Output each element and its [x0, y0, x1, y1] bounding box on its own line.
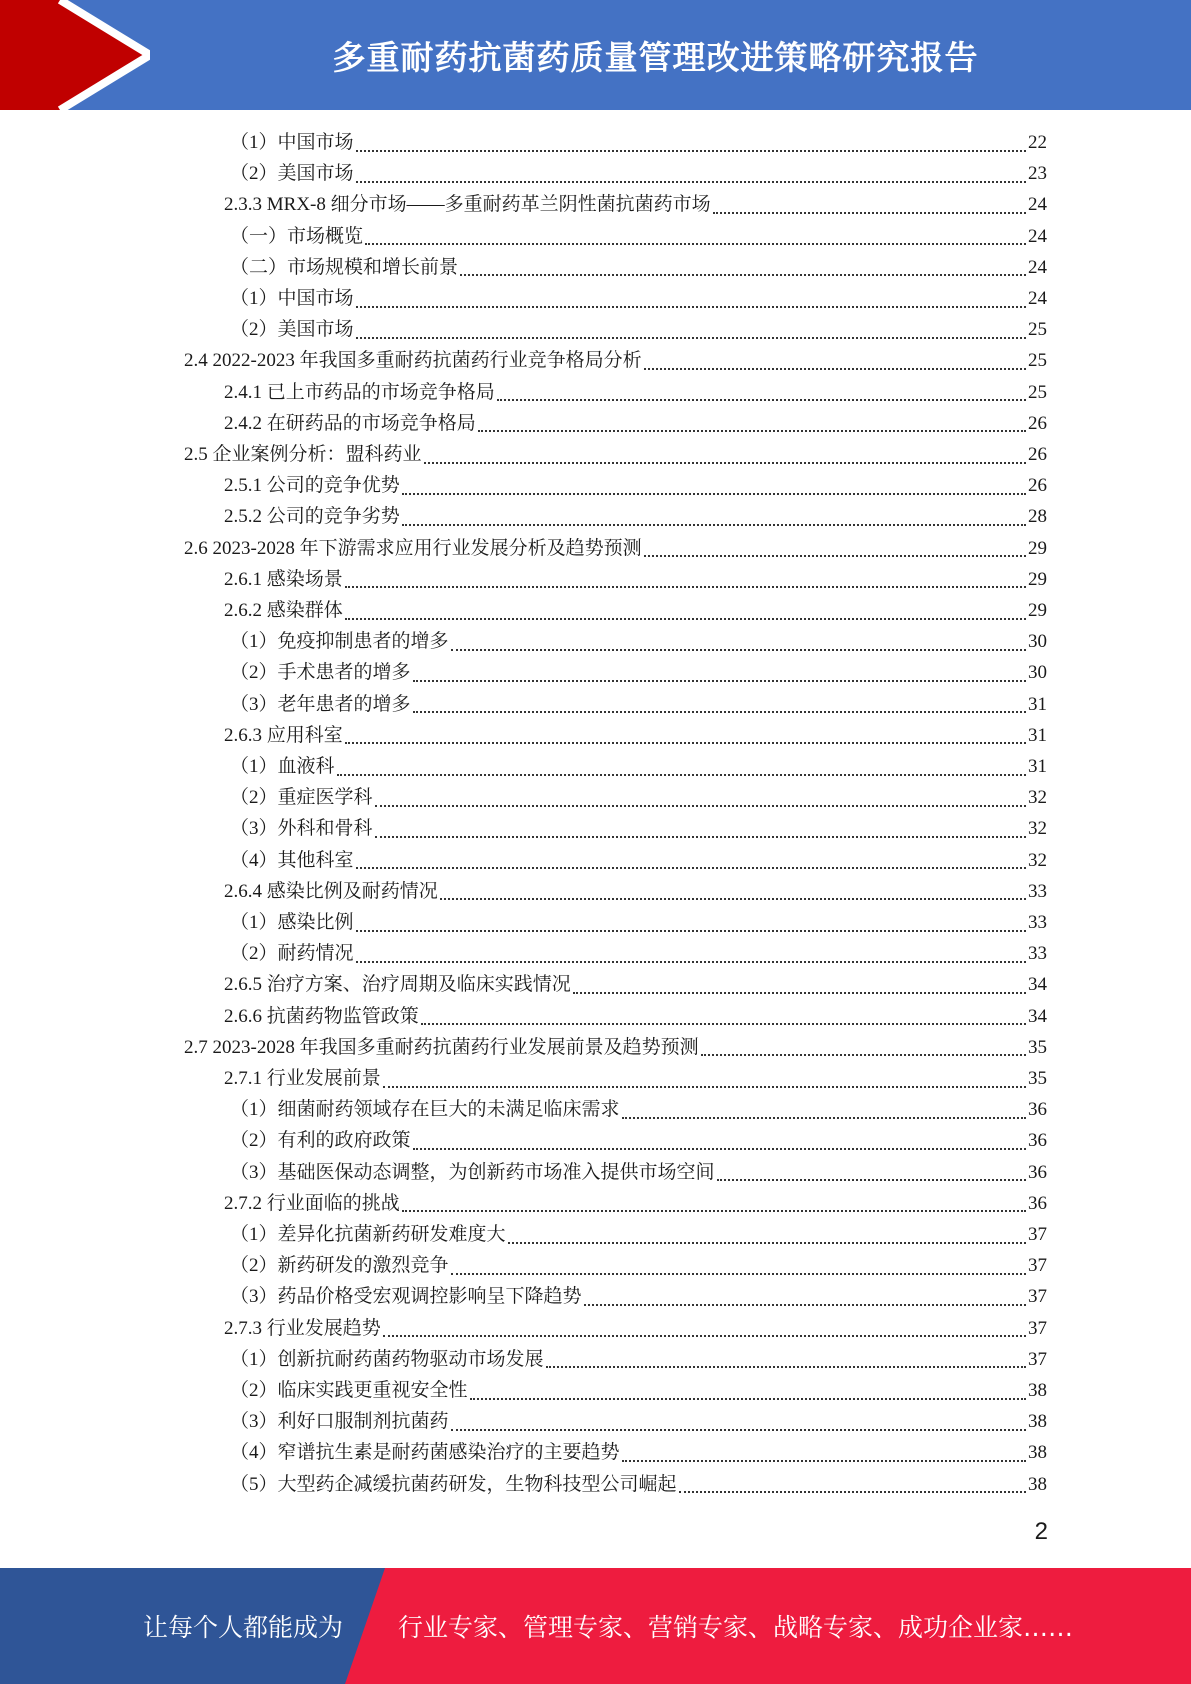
toc-entry-page: 33	[1028, 912, 1047, 933]
toc-dot-leader	[478, 430, 1026, 432]
toc-entry-title: 2.7.1 行业发展前景	[224, 1068, 381, 1089]
toc-entry-title: 2.5.1 公司的竞争优势	[224, 475, 400, 497]
document-title: 多重耐药抗菌药质量管理改进策略研究报告	[332, 37, 979, 77]
toc-entry-title: 2.6.6 抗菌药物监管政策	[224, 1005, 419, 1027]
toc-dot-leader	[497, 399, 1026, 401]
toc-entry-page: 28	[1028, 506, 1047, 528]
toc-entry-title: 2.6.2 感染群体	[224, 600, 343, 621]
toc-entry-page: 29	[1028, 537, 1047, 559]
toc-entry[interactable]	[224, 1063, 1047, 1094]
toc-dot-leader	[356, 306, 1026, 308]
toc-dot-leader	[451, 1273, 1026, 1275]
toc-entry-title: 2.6.4 感染比例及耐药情况	[224, 880, 438, 902]
toc-entry-page: 25	[1028, 319, 1047, 341]
toc-entry[interactable]	[224, 595, 1047, 626]
toc-entry-title: （1）感染比例	[230, 912, 354, 933]
toc-entry[interactable]	[230, 1219, 1047, 1250]
toc-entry[interactable]	[224, 470, 1047, 501]
toc-entry[interactable]	[224, 501, 1047, 532]
toc-entry[interactable]	[224, 1188, 1047, 1219]
toc-entry[interactable]	[230, 283, 1047, 314]
toc-entry-page: 24	[1028, 288, 1047, 309]
toc-entry-page: 26	[1028, 412, 1047, 434]
toc-entry-page: 29	[1028, 568, 1047, 590]
toc-dot-leader	[356, 181, 1026, 183]
toc-entry-title: （4）其他科室	[230, 849, 354, 871]
toc-dot-leader	[413, 680, 1026, 682]
toc-entry-title: 2.5 企业案例分析：盟科药业	[184, 444, 422, 465]
toc-entry-title: （2）新药研发的激烈竞争	[230, 1255, 449, 1277]
toc-dot-leader	[356, 930, 1026, 932]
toc-entry[interactable]	[230, 1094, 1047, 1125]
toc-entry-page: 25	[1028, 350, 1047, 372]
toc-entry[interactable]	[224, 377, 1047, 408]
toc-dot-leader	[451, 1429, 1026, 1431]
toc-dot-leader	[701, 1054, 1026, 1056]
toc-entry[interactable]	[230, 1469, 1047, 1500]
page-footer	[0, 1568, 1191, 1684]
toc-entry[interactable]	[230, 158, 1047, 189]
toc-entry-title: （3）老年患者的增多	[230, 693, 411, 715]
toc-entry[interactable]	[230, 1406, 1047, 1437]
toc-entry[interactable]	[224, 1001, 1047, 1032]
toc-entry[interactable]	[184, 1032, 1047, 1063]
toc-entry-page: 24	[1028, 256, 1047, 278]
toc-entry[interactable]	[230, 751, 1047, 782]
toc-dot-leader	[337, 774, 1026, 776]
toc-dot-leader	[717, 1179, 1026, 1181]
toc-entry-page: 36	[1028, 1192, 1047, 1214]
toc-entry-title: 2.4.2 在研药品的市场竞争格局	[224, 412, 476, 434]
toc-entry-title: （二）市场规模和增长前景	[230, 256, 459, 278]
toc-dot-leader	[622, 1117, 1026, 1119]
toc-entry[interactable]	[230, 1375, 1047, 1406]
toc-entry[interactable]	[224, 876, 1047, 907]
toc-entry[interactable]	[230, 626, 1047, 657]
toc-dot-leader	[413, 711, 1026, 713]
toc-entry[interactable]	[230, 782, 1047, 813]
toc-entry[interactable]	[230, 845, 1047, 876]
toc-entry-title: 2.7 2023-2028 年我国多重耐药抗菌药行业发展前景及趋势预测	[184, 1036, 699, 1058]
toc-dot-leader	[356, 961, 1026, 963]
toc-entry[interactable]	[230, 314, 1047, 345]
toc-entry-page: 38	[1028, 1411, 1047, 1433]
toc-entry-title: （1）细菌耐药领域存在巨大的未满足临床需求	[230, 1099, 620, 1121]
toc-entry-page: 33	[1028, 880, 1047, 902]
toc-entry-title: 2.3.3 MRX-8 细分市场——多重耐药革兰阴性菌抗菌药市场	[224, 194, 711, 216]
toc-dot-leader	[356, 867, 1026, 869]
toc-entry-page: 33	[1028, 943, 1047, 965]
toc-entry-title: 2.7.3 行业发展趋势	[224, 1317, 381, 1339]
toc-entry[interactable]	[230, 1281, 1047, 1312]
toc-entry[interactable]	[230, 907, 1047, 938]
toc-entry-page: 38	[1028, 1473, 1047, 1495]
toc-entry-page: 37	[1028, 1286, 1047, 1308]
toc-entry-title: 2.7.2 行业面临的挑战	[224, 1192, 400, 1214]
toc-entry-title: 2.6.1 感染场景	[224, 568, 343, 590]
toc-entry-title: （3）药品价格受宏观调控影响呈下降趋势	[230, 1286, 582, 1308]
toc-entry[interactable]	[230, 1344, 1047, 1375]
toc-entry-page: 32	[1028, 849, 1047, 871]
toc-dot-leader	[383, 1335, 1026, 1337]
toc-dot-leader	[345, 742, 1026, 744]
toc-dot-leader	[546, 1366, 1026, 1368]
toc-dot-leader	[375, 805, 1026, 807]
toc-dot-leader	[644, 555, 1026, 557]
toc-dot-leader	[440, 898, 1026, 900]
toc-entry-page: 29	[1028, 600, 1047, 621]
toc-entry-page: 23	[1028, 163, 1047, 185]
toc-entry-page: 22	[1028, 132, 1047, 153]
toc-entry-title: （2）手术患者的增多	[230, 662, 411, 684]
toc-dot-leader	[345, 586, 1026, 588]
toc-entry-title: （3）利好口服制剂抗菌药	[230, 1411, 449, 1433]
toc-entry-title: （2）美国市场	[230, 163, 354, 185]
toc-dot-leader	[356, 150, 1026, 152]
toc-dot-leader	[402, 1210, 1026, 1212]
toc-dot-leader	[402, 524, 1026, 526]
toc-dot-leader	[402, 493, 1026, 495]
toc-entry-page: 30	[1028, 631, 1047, 653]
toc-entry[interactable]	[230, 689, 1047, 720]
toc-dot-leader	[584, 1304, 1026, 1306]
toc-entry-page: 26	[1028, 475, 1047, 497]
toc-entry[interactable]	[230, 1437, 1047, 1468]
toc-entry-page: 34	[1028, 974, 1047, 996]
toc-entry[interactable]	[230, 127, 1047, 158]
toc-entry-title: （3）外科和骨科	[230, 818, 373, 840]
toc-dot-leader	[508, 1242, 1026, 1244]
toc-dot-leader	[413, 1148, 1026, 1150]
toc-dot-leader	[713, 212, 1026, 214]
toc-entry-page: 24	[1028, 225, 1047, 247]
toc-dot-leader	[375, 836, 1026, 838]
toc-entry-page: 26	[1028, 444, 1047, 465]
toc-entry-title: （2）临床实践更重视安全性	[230, 1380, 468, 1401]
toc-dot-leader	[451, 649, 1026, 651]
toc-dot-leader	[573, 992, 1026, 994]
toc-entry-title: （1）血液科	[230, 756, 335, 777]
toc-entry[interactable]	[224, 408, 1047, 439]
toc-entry-title: 2.6 2023-2028 年下游需求应用行业发展分析及趋势预测	[184, 537, 642, 559]
toc-entry-page: 36	[1028, 1161, 1047, 1183]
toc-dot-leader	[345, 618, 1026, 620]
toc-entry[interactable]	[230, 1250, 1047, 1281]
footer-slogan-right: 行业专家、管理专家、营销专家、战略专家、成功企业家……	[398, 1613, 1074, 1642]
toc-entry-page: 37	[1028, 1224, 1047, 1245]
toc-entry[interactable]	[224, 189, 1047, 220]
toc-entry[interactable]	[230, 1157, 1047, 1188]
toc-entry-title: （1）免疫抑制患者的增多	[230, 631, 449, 653]
toc-dot-leader	[470, 1398, 1026, 1400]
toc-entry-title: （1）创新抗耐药菌药物驱动市场发展	[230, 1348, 544, 1370]
toc-entry-title: 2.4.1 已上市药品的市场竞争格局	[224, 381, 495, 403]
toc-entry[interactable]	[184, 533, 1047, 564]
toc-entry-page: 25	[1028, 381, 1047, 403]
toc-entry-title: 2.6.3 应用科室	[224, 724, 343, 746]
toc-entry[interactable]	[224, 720, 1047, 751]
toc-entry[interactable]	[230, 938, 1047, 969]
toc-entry[interactable]	[230, 657, 1047, 688]
toc-dot-leader	[644, 368, 1026, 370]
toc-entry-title: （1）差异化抗菌新药研发难度大	[230, 1224, 506, 1245]
toc-entry[interactable]	[224, 1313, 1047, 1344]
toc-entry-page: 31	[1028, 724, 1047, 746]
toc-entry[interactable]	[230, 221, 1047, 252]
toc-entry-title: 2.6.5 治疗方案、治疗周期及临床实践情况	[224, 974, 571, 996]
toc-entry-title: （2）有利的政府政策	[230, 1130, 411, 1152]
toc-entry[interactable]	[184, 345, 1047, 376]
toc-dot-leader	[356, 337, 1026, 339]
toc-dot-leader	[622, 1460, 1026, 1462]
toc-entry-title: （3）基础医保动态调整，为创新药市场准入提供市场空间	[230, 1161, 715, 1183]
toc-entry-page: 36	[1028, 1099, 1047, 1121]
toc-entry[interactable]	[224, 564, 1047, 595]
toc-entry-page: 38	[1028, 1442, 1047, 1464]
toc-entry-page: 37	[1028, 1348, 1047, 1370]
toc-entry-title: （2）重症医学科	[230, 787, 373, 809]
toc-entry-title: （5）大型药企减缓抗菌药研发，生物科技型公司崛起	[230, 1473, 677, 1495]
toc-dot-leader	[365, 243, 1026, 245]
toc-entry[interactable]	[230, 1125, 1047, 1156]
toc-entry-page: 32	[1028, 787, 1047, 809]
toc-entry-title: （2）美国市场	[230, 319, 354, 341]
toc-entry-title: （一）市场概览	[230, 225, 364, 247]
toc-entry-title: （4）窄谱抗生素是耐药菌感染治疗的主要趋势	[230, 1442, 620, 1464]
header-arrow-decoration	[0, 0, 150, 110]
toc-entry-page: 32	[1028, 818, 1047, 840]
toc-entry-page: 31	[1028, 756, 1047, 777]
toc-entry-page: 38	[1028, 1380, 1047, 1401]
toc-entry-page: 30	[1028, 662, 1047, 684]
toc-entry[interactable]	[230, 252, 1047, 283]
toc-entry-page: 36	[1028, 1130, 1047, 1152]
toc-entry-page: 31	[1028, 693, 1047, 715]
toc-entry-page: 37	[1028, 1317, 1047, 1339]
toc-entry-page: 24	[1028, 194, 1047, 216]
toc-dot-leader	[424, 462, 1026, 464]
toc-dot-leader	[460, 274, 1026, 276]
toc-entry[interactable]	[230, 813, 1047, 844]
toc-entry-title: 2.4 2022-2023 年我国多重耐药抗菌药行业竞争格局分析	[184, 350, 642, 372]
toc-dot-leader	[383, 1086, 1026, 1088]
toc-entry[interactable]	[184, 439, 1047, 470]
toc-entry-page: 35	[1028, 1036, 1047, 1058]
toc-entry-page: 35	[1028, 1068, 1047, 1089]
toc-entry-title: （1）中国市场	[230, 288, 354, 309]
toc-entry-title: （2）耐药情况	[230, 943, 354, 965]
toc-entry[interactable]	[224, 969, 1047, 1000]
toc-dot-leader	[421, 1023, 1026, 1025]
page-number: 2	[1034, 1518, 1048, 1545]
toc-dot-leader	[679, 1491, 1026, 1493]
toc-entry-title: 2.5.2 公司的竞争劣势	[224, 506, 400, 528]
footer-slogan-left: 让每个人都能成为	[143, 1613, 344, 1642]
page-header	[0, 0, 1191, 110]
toc-entry-page: 37	[1028, 1255, 1047, 1277]
toc-entry-title: （1）中国市场	[230, 132, 354, 153]
toc-entry-page: 34	[1028, 1005, 1047, 1027]
